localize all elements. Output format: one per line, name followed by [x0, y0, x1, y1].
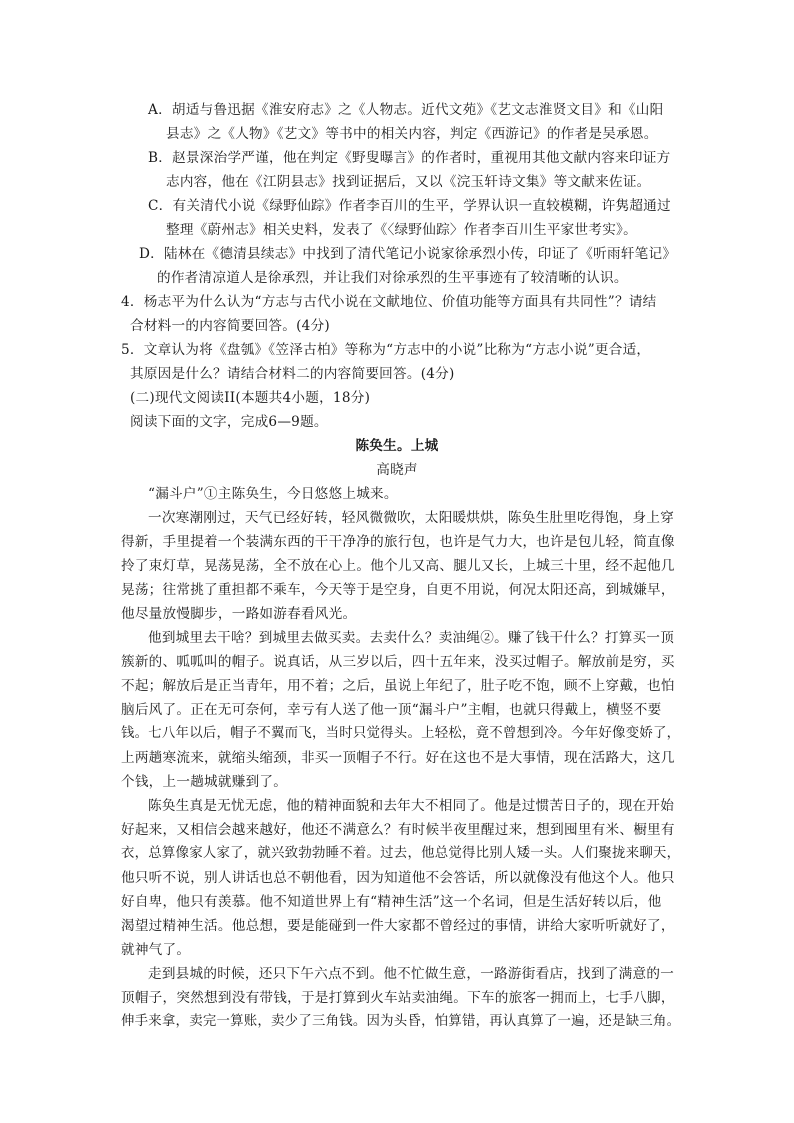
paragraph-4-line-5: 好自卑，他只有羡慕。他不知道世界上有“精神生活”这一个名词，但是生活好转以后，他 — [121, 894, 662, 910]
option-b-line-1: B．赵景深治学严谨，他在判定《野叟曝言》的作者时，重视用其他文献内容来印证方 — [148, 150, 671, 166]
paragraph-2-line-4: 晃荡；往常挑了重担都不乘车，今天等于是空身，自更不用说，何况太阳还高，到城嫌早， — [121, 582, 675, 598]
question-4-line-2: 合材料一的内容简要回答。(4分) — [130, 318, 330, 334]
paragraph-2-line-3: 拎了束灯草，晃荡晃荡，全不放在心上。他个儿又高、腿儿又长，上城三十里，经不起他几 — [121, 558, 675, 574]
reading-instruction: 阅读下面的文字，完成6—9题。 — [130, 414, 328, 430]
paragraph-4-line-2: 好起来，又相信会越来越好，他还不满意么？有时候半夜里醒过来，想到囤里有米、橱里有 — [121, 822, 675, 838]
paragraph-3-line-5: 钱。七八年以后，帽子不翼而飞，当时只觉得头。上轻松，竟不曾想到冷。今年好像变娇了， — [121, 726, 681, 741]
paragraph-2-line-2: 得新，手里提着一个装满东西的干干净净的旅行包，也许是气力大，也许是包儿轻，简直像 — [121, 534, 675, 550]
question-5-line-2: 其原因是什么？请结合材料二的内容简要回答。(4分) — [130, 366, 455, 382]
story-title: 陈奂生。上城 — [355, 438, 439, 454]
paragraph-4-line-4: 他只听不说，别人讲话也总不朝他看，因为知道他不会答话，所以就像没有他这个人。他只 — [121, 870, 675, 886]
question-4-line-1: 4．杨志平为什么认为“方志与古代小说在文献地位、价值功能等方面具有共同性”？请结 — [121, 294, 657, 310]
paragraph-3-line-6: 上两趟寒流来，就缩头缩颈，非买一顶帽子不行。好在这也不是大事情，现在活路大，这几 — [121, 750, 675, 766]
paragraph-5-line-2: 顶帽子，突然想到没有带钱，于是打算到火车站卖油绳。下车的旅客一拥而上，七手八脚， — [121, 990, 675, 1006]
section-heading: (二)现代文阅读II(本题共4小题，18分) — [130, 390, 371, 406]
paragraph-3-line-2: 簇新的、呱呱叫的帽子。说真话，从三岁以后，四十五年来，没买过帽子。解放前是穷，买 — [121, 654, 675, 670]
paragraph-3-line-4: 脑后风了。正在无可奈何，幸亏有人送了他一顶“漏斗户”主帽，也就只得戴上，横竖不要 — [121, 702, 662, 718]
paragraph-5-line-1: 走到县城的时候，还只下午六点不到。他不忙做生意，一路游街看店，找到了满意的一 — [148, 966, 675, 982]
option-c-line-1: C．有关清代小说《绿野仙踪》作者李百川的生平，学界认识一直较模糊，许隽超通过 — [148, 198, 671, 214]
paragraph-1: “漏斗户”①主陈奂生，今日悠悠上城来。 — [148, 486, 398, 502]
paragraph-4-line-7: 就神气了。 — [121, 942, 191, 958]
paragraph-4-line-6: 渴望过精神生活。他总想，要是能碰到一件大家都不曾经过的事情，讲给大家听听就好了， — [121, 918, 675, 934]
paragraph-2-line-1: 一次寒潮刚过，天气已经好转，轻风微微吹，太阳暖烘烘，陈奂生肚里吃得饱，身上穿 — [148, 510, 675, 526]
paragraph-5-line-3: 伸手来拿，卖完一算账，卖少了三角钱。因为头昏，怕算错，再认真算了一遍，还是缺三角。 — [121, 1014, 681, 1029]
option-a-line-1: A．胡适与鲁迅据《淮安府志》之《人物志。近代文苑》《艺文志淮贤文目》和《山阳 — [148, 102, 664, 118]
option-b-line-2: 志内容，他在《江阴县志》找到证据后，又以《浣玉轩诗文集》等文献来佐证。 — [166, 174, 651, 190]
paragraph-3-line-3: 不起；解放后是正当青年，用不着；之后，虽说上年纪了，肚子吃不饱，顾不上穿戴，也怕 — [121, 678, 675, 694]
paragraph-4-line-1: 陈奂生真是无忧无虑，他的精神面貌和去年大不相同了。他是过惯苦日子的，现在开始 — [148, 798, 675, 814]
option-d-line-2: 的作者清凉道人是徐承烈，并让我们对徐承烈的生平事迹有了较清晰的认识。 — [157, 270, 628, 286]
paragraph-4-line-3: 衣，总算像家人家了，就兴致勃勃睡不着。过去，他总觉得比别人矮一头。人们聚拢来聊天， — [121, 846, 681, 861]
story-author: 高晓声 — [376, 462, 418, 478]
question-5-line-1: 5．文章认为将《盘瓠》《笠泽古柏》等称为“方志中的小说”比称为“方志小说”更合适， — [121, 342, 651, 358]
paragraph-3-line-7: 个钱，上一趟城就赚到了。 — [121, 774, 288, 790]
option-c-line-2: 整理《蔚州志》相关史料，发表了《〈绿野仙踪〉作者李百川生平家世考实》。 — [166, 222, 637, 238]
option-d-line-1: D．陆林在《德清县续志》中找到了清代笔记小说家徐承烈小传，印证了《听雨轩笔记》 — [139, 246, 677, 262]
option-a-line-2: 县志》之《人物》《艺文》等书中的相关内容，判定《西游记》的作者是吴承恩。 — [166, 126, 658, 142]
paragraph-2-line-5: 他尽量放慢脚步，一路如游春看风光。 — [121, 606, 357, 622]
paragraph-3-line-1: 他到城里去干啥？到城里去做买卖。去卖什么？卖油绳②。赚了钱干什么？打算买一顶 — [148, 630, 675, 646]
